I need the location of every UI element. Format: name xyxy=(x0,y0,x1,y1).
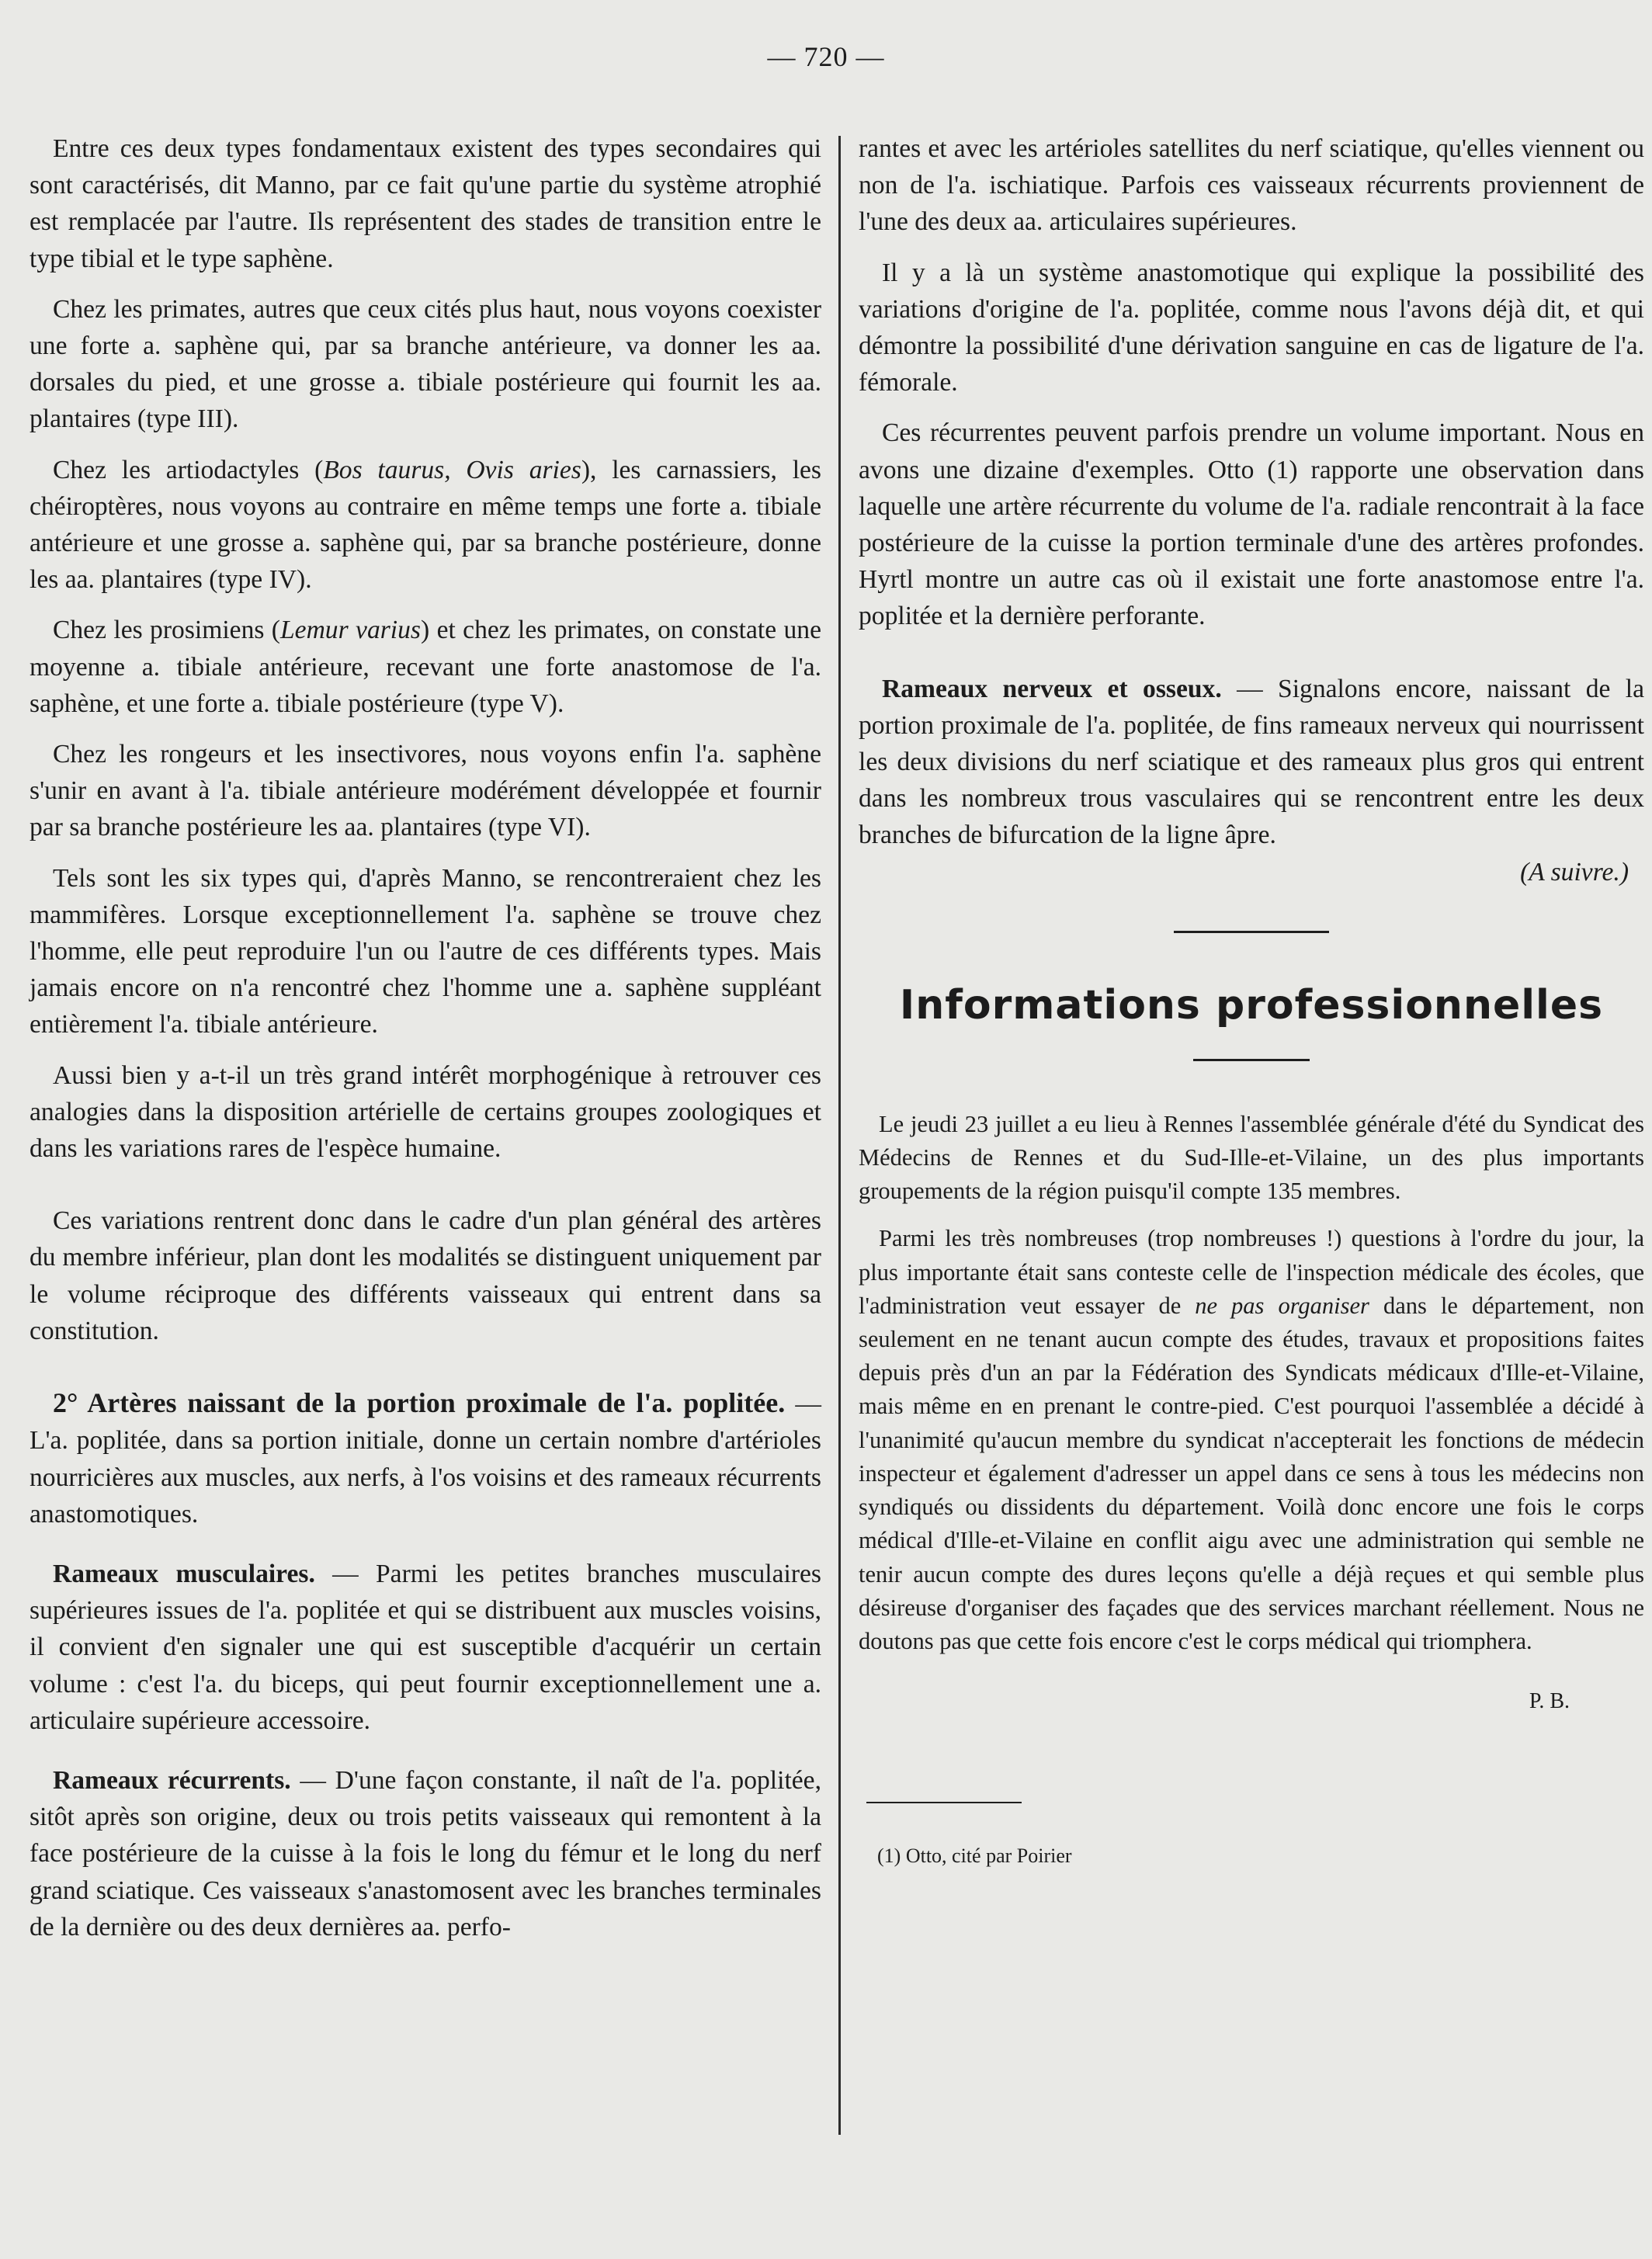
paragraph xyxy=(30,1556,821,1739)
text-run: — L'a. poplitée, dans sa portion initiale, donne un certain nombre d'artérioles nourricières aux muscles, aux nerfs, à l'os voisins et des rameaux récurrents anastomotiques. xyxy=(30,1390,821,1529)
text-run: Chez les artiodactyles ( xyxy=(53,455,324,484)
column-divider xyxy=(838,136,841,2135)
subsection-heading: Rameaux musculaires. xyxy=(53,1559,315,1588)
paragraph xyxy=(30,612,821,722)
to-be-continued: (A suivre.) xyxy=(1520,857,1629,887)
paragraph: Entre ces deux types fondamentaux existent des types secondaires qui sont caractérisés, dit Manno, par ce fait qu'une partie du système atrophié est remplacée par l'autre. Ils représentent des stades de transition entre le type tibial et le type saphène. xyxy=(30,134,821,273)
text-run: ), les carnassiers, les chéiroptères, nous voyons au contraire en même temps une forte a. tibiale antérieure et une grosse a. saphène qui, par sa branche postérieure, donne les aa. plantaires (type IV). xyxy=(30,455,821,595)
section-heading: 2° Artères naissant de la portion proximale de l'a. poplitée. xyxy=(53,1387,786,1419)
text-run: ) et chez les primates, on constate une moyenne a. tibiale antérieure, recevant une forte anastomose de l'a. saphène, et une forte a. tibiale postérieure (type V). xyxy=(30,616,821,718)
paragraph: Le jeudi 23 juillet a eu lieu à Rennes l'assemblée générale d'été du Syndicat des Médecins de Rennes et du Sud-Ille-et-Vilaine, un des plus importants groupements de la région puisqu'il compte 135 membres. xyxy=(859,1110,1644,1205)
text-run: dans le département, non seulement en ne tenant aucun compte des études, travaux et propositions faites depuis près d'un an par la Fédération des Syndicats médicaux d'Ille-et-Vilaine, mais même en en prenant le contre-pied. C'est pourquoi l'assemblée a décidé à l'unanimité qu'aucun membre du syndicat n'accepterait les fonctions de médecin inspecteur et également d'adresser un appel dans ce sens à tous les médecins non syndiqués ou dissidents du département. Voilà donc encore une fois le corps médical d'Ille-et-Vilaine en conflit aigu avec une administration qui semble ne tenir aucun compte des dures leçons qu'elle a déjà reçues et qui semble plus désireuse d'organiser des façades que des services marchant réellement. Nous ne doutons pas que cette fois encore c'est le corps médical qui triomphera. xyxy=(859,1292,1644,1654)
subsection-heading: Rameaux nerveux et osseux. xyxy=(882,674,1222,703)
subsection-heading: Rameaux récurrents. xyxy=(53,1765,291,1795)
text-run: Chez les prosimiens ( xyxy=(53,616,280,645)
text-run: Chez les primates, autres que ceux cités plus haut, nous voyons coexister une forte a. saphène qui, par sa branche antérieure, va donner les aa. dorsales du pied, et une grosse a. tibiale postérieure qui fournit les aa. plantaires (type III). xyxy=(30,294,821,434)
paragraph: Tels sont les six types qui, d'après Manno, se rencontreraient chez les mammifères. Lorsque exceptionnellement l'a. saphène se trouve chez l'homme, elle peut reproduire l'un ou l'autre de ces différents types. Mais jamais encore on n'a rencontré chez l'homme une a. saphène suppléant entièrement l'a. tibiale antérieure. xyxy=(30,863,821,1039)
paragraph xyxy=(859,671,1644,854)
italic-species: Bos taurus, Ovis aries xyxy=(323,455,581,484)
paragraph xyxy=(859,1222,1644,1658)
section-title: Informations professionnelles xyxy=(899,981,1604,1029)
text-run: — Parmi les petites branches musculaires supérieures issues de l'a. poplitée et qui se distribuent aux muscles voisins, il convient d'en signaler une qui est susceptible d'acquérir un certain volume : c'est l'a. du biceps, qui peut fournir exceptionnellement une a. articulaire supérieure accessoire. xyxy=(30,1559,822,1735)
paragraph: Ces récurrentes peuvent parfois prendre un volume important. Nous en avons une dizaine d'exemples. Otto (1) rapporte une observation dans laquelle une artère récurrente du volume de l'a. radiale rencontrait à la face postérieure de la cuisse la portion terminale d'une des artères profondes. Hyrtl montre un autre cas où il existait une forte anastomose entre l'a. poplitée et la dernière perforante. xyxy=(859,418,1644,631)
separator-rule xyxy=(1174,931,1329,933)
italic-species: Lemur varius xyxy=(279,616,421,645)
italic-emphasis: ne pas organiser xyxy=(1195,1292,1369,1319)
text-run: Parmi les très nombreuses (trop nombreuses !) questions à l'ordre du jour, la plus importante était sans conteste celle de l'inspection médicale des écoles, que l'administration veut essayer de xyxy=(859,1225,1644,1319)
separator-rule xyxy=(1193,1059,1310,1061)
paragraph: Ces variations rentrent donc dans le cadre d'un plan général des artères du membre inférieur, plan dont les modalités se distinguent uniquement par le volume réciproque des différents vaisseaux qui entrent dans sa constitution. xyxy=(30,1206,821,1345)
paragraph xyxy=(30,291,821,438)
paragraph: rantes et avec les artérioles satellites du nerf sciatique, qu'elles viennent ou non de l'a. ischiatique. Parfois ces vaisseaux récurrents proviennent de l'une des deux aa. articulaires supérieures. xyxy=(859,134,1644,237)
news-article xyxy=(859,1108,1644,1718)
footnote: (1) Otto, cité par Poirier xyxy=(877,1844,1072,1868)
footnote-rule xyxy=(866,1802,1022,1803)
paragraph: Il y a là un système anastomotique qui explique la possibilité des variations d'origine de l'a. poplitée, comme nous l'avons déjà dit, et qui démontre la possibilité d'une dérivation sanguine en cas de ligature de l'a. fémorale. xyxy=(859,258,1644,397)
paragraph xyxy=(30,1762,821,1945)
paragraph: Aussi bien y a-t-il un très grand intérêt morphogénique à retrouver ces analogies dans la disposition artérielle de certains groupes zoologiques et dans les variations rares de l'espèce humaine. xyxy=(30,1060,821,1164)
paragraph: Chez les rongeurs et les insectivores, nous voyons enfin l'a. saphène s'unir en avant à l'a. tibiale antérieure modérément développée et fournir par sa branche postérieure les aa. plantaires (type VI). xyxy=(30,740,821,842)
text-run: — Signalons encore, naissant de la portion proximale de l'a. poplitée, de fins rameaux nerveux qui nourrissent les deux divisions du nerf sciatique et des rameaux plus gros qui entrent dans les nombreux trous vasculaires qui se rencontrent entre les deux branches de bifurcation de la ligne âpre. xyxy=(859,674,1644,850)
page-number: — 720 — xyxy=(767,41,885,72)
paragraph xyxy=(30,452,821,599)
paragraph xyxy=(30,1385,821,1532)
signature: P. B. xyxy=(1529,1689,1570,1714)
right-column xyxy=(859,130,1644,1875)
text-run: — D'une façon constante, il naît de l'a. poplitée, sitôt après son origine, deux ou trois petits vaisseaux qui remontent à la face postérieure de la cuisse à la fois le long du fémur et le long du nerf grand sciatique. Ces vaisseaux s'anastomosent avec les branches terminales de la dernière ou des deux dernières aa. perfo- xyxy=(30,1765,821,1941)
left-column xyxy=(30,130,821,1945)
